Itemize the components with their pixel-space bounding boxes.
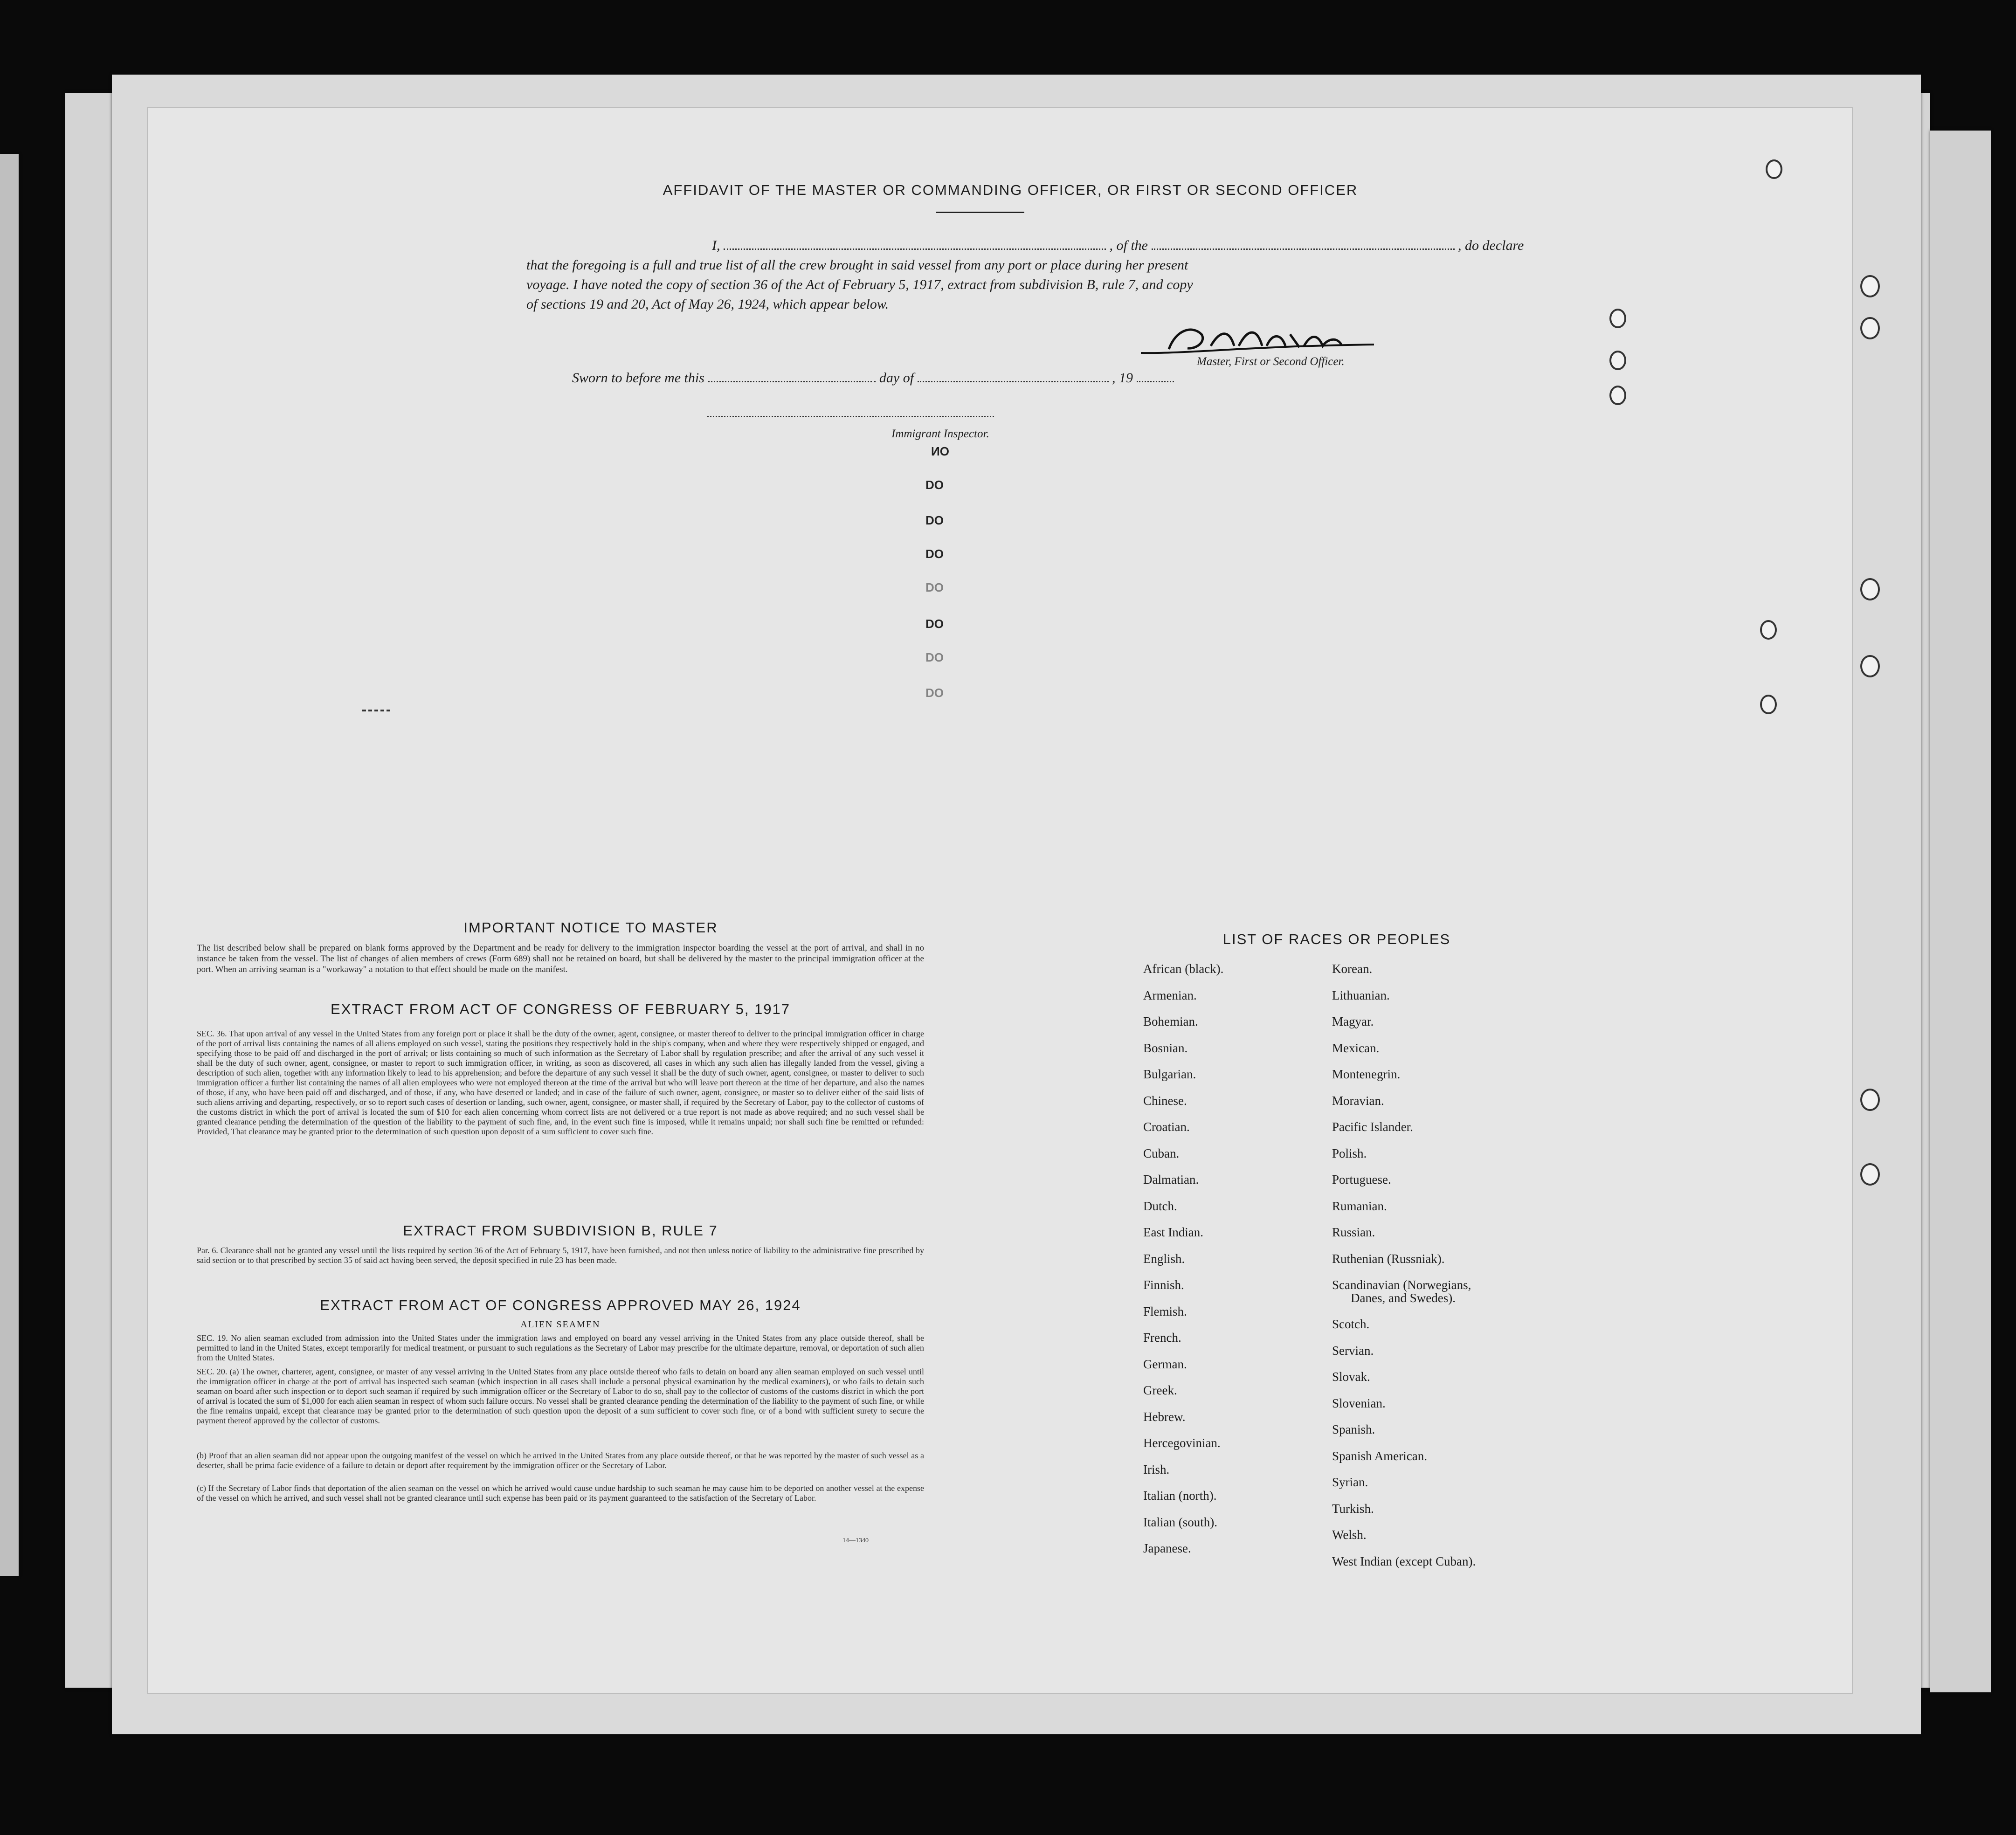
declaration-line-4: of sections 19 and 20, Act of May 26, 1924, which appear below. bbox=[526, 297, 889, 312]
race-item: Irish. bbox=[1143, 1462, 1170, 1476]
alien-seamen-subheading: ALIEN SEAMEN bbox=[520, 1319, 601, 1330]
race-item: Dutch. bbox=[1143, 1199, 1177, 1213]
year-text: , 19 bbox=[1112, 370, 1133, 386]
day-of-text: day of bbox=[879, 370, 914, 386]
declaration-line-3: voyage. I have noted the copy of section 36 of the Act of February 5, 1917, extract from subdivision B, rule 7, and copy bbox=[526, 277, 1193, 292]
race-item: Scotch. bbox=[1332, 1317, 1370, 1331]
race-item: Flemish. bbox=[1143, 1304, 1187, 1318]
race-item: Cuban. bbox=[1143, 1146, 1180, 1160]
race-item: Turkish. bbox=[1332, 1501, 1374, 1516]
race-item: West Indian (except Cuban). bbox=[1332, 1554, 1476, 1568]
form-number: 14—1340 bbox=[842, 1537, 869, 1544]
race-item: Welsh. bbox=[1332, 1528, 1367, 1542]
race-item: Hebrew. bbox=[1143, 1409, 1186, 1424]
sworn-line bbox=[572, 370, 1174, 386]
race-item: Lithuanian. bbox=[1332, 988, 1390, 1002]
punch-hole-icon bbox=[1860, 655, 1880, 677]
extract-1924-sec19: SEC. 19. No alien seaman excluded from admission into the United States under the immigration laws and employed on board any vessel arriving in the United States from any place outside thereof, shall be permitted to land in the United States, except temporarily for medical treatment, or pursuant to such regulations as the Secretary of Labor may prescribe for the ultimate departure, removal, or deportation of such alien from the United States. bbox=[197, 1333, 924, 1362]
race-item: Bosnian. bbox=[1143, 1041, 1188, 1055]
declaration-line-1 bbox=[507, 238, 1574, 254]
race-item: Rumanian. bbox=[1332, 1199, 1387, 1213]
race-item: Dalmatian. bbox=[1143, 1173, 1199, 1187]
race-item: Croatian. bbox=[1143, 1120, 1190, 1134]
do-declare-text: , do declare bbox=[1458, 238, 1524, 253]
sworn-text: Sworn to before me this bbox=[572, 370, 704, 386]
race-item: Japanese. bbox=[1143, 1541, 1191, 1555]
punch-hole-icon bbox=[1860, 1163, 1880, 1186]
master-name-field[interactable] bbox=[724, 248, 1106, 250]
inspector-signature-line[interactable] bbox=[707, 416, 994, 417]
inspector-label: Immigrant Inspector. bbox=[891, 428, 989, 440]
extract-rule7-text: Par. 6. Clearance shall not be granted any vessel until the lists required by section 36 of the Act of February 5, 1917, have been furnished, and not then unless notice of liability to the administrative fine prescribed by said section or to that prescribed by section 35 of said act having been served, the deposit specified in rule 23 has been made. bbox=[197, 1246, 924, 1265]
race-item: Bohemian. bbox=[1143, 1014, 1198, 1028]
race-item: Armenian. bbox=[1143, 988, 1197, 1002]
sworn-year-field[interactable] bbox=[1137, 381, 1174, 382]
race-item: Korean. bbox=[1332, 962, 1373, 976]
race-item: Italian (north). bbox=[1143, 1489, 1217, 1503]
column-mark: DO bbox=[925, 513, 944, 527]
races-heading: LIST OF RACES OR PEOPLES bbox=[1222, 931, 1451, 947]
heading-underline bbox=[936, 212, 1024, 213]
column-mark: DO bbox=[925, 617, 944, 631]
affidavit-heading: AFFIDAVIT OF THE MASTER OR COMMANDING OFFICER, OR FIRST OR SECOND OFFICER bbox=[663, 182, 1358, 198]
race-item: Chinese. bbox=[1143, 1093, 1187, 1108]
race-item: African (black). bbox=[1143, 962, 1224, 976]
race-item: Mexican. bbox=[1332, 1041, 1380, 1055]
punch-hole-icon bbox=[1609, 386, 1626, 405]
punch-hole-icon bbox=[1860, 317, 1880, 339]
notice-heading: IMPORTANT NOTICE TO MASTER bbox=[463, 919, 718, 936]
column-mark: DO bbox=[925, 650, 944, 664]
race-item: Danes, and Swedes). bbox=[1351, 1291, 1456, 1305]
punch-hole-icon bbox=[1760, 695, 1777, 714]
signer-label: Master, First or Second Officer. bbox=[1197, 355, 1345, 368]
punch-hole-icon bbox=[1609, 309, 1626, 328]
back-sheet-right bbox=[1930, 131, 1991, 1692]
column-mark: DO bbox=[925, 686, 944, 700]
extract-1917-text: SEC. 36. That upon arrival of any vessel in the United States from any foreign port or place it shall be the duty of the owner, agent, consignee, or master thereof to deliver to the principal immigration officer in charge of the port of arrival lists containing the names of all aliens employed on such vessel, stating the positions they respectively hold in the ship's company, when and where they were respectively shipped or engaged, and specifying those to be paid off and discharged in the port of arrival; or lists containing so much of such information as the Secretary of Labor shall by regulation prescribe; and after the arrival of any such vessel it shall be the duty of such owner, agent, consignee, or master to report to such immigration officer, in writing, as soon as discovered, all cases in which any such alien has illegally landed from the vessel, giving a description of such alien, together with any information likely to lead to his apprehension; and before the departure of any such vessel it shall be the duty of such owner, agent, consignee, or master to deliver to such immigration officer a further list containing the names of all alien employees who were not employed thereon at the time of the arrival but who will leave port thereon at the time of her departure, and also the names of those, if any, who have been paid off and discharged, and of those, if any, who have deserted or landed; and in case of the failure of such owner, agent, consignee, or master so to deliver either of the said lists of such aliens arriving and departing, respectively, or so to report such cases of desertion or landing, such owner, agent, consignee, or master shall, if required by the Secretary of Labor, pay to the collector of customs of the customs district in which the port of arrival is located the sum of $10 for each alien concerning whom correct lists are not delivered or a true report is not made as above required; and no such vessel shall be granted clearance pending the determination of the question of the liability to the payment of such fine, and, in the event such fine is imposed, while it remains unpaid; nor shall such fine be remitted or refunded: Provided, That clearance may be granted prior to the determination of such question upon deposit of a sum sufficient to cover such fine. bbox=[197, 1029, 924, 1136]
punch-hole-icon bbox=[1860, 578, 1880, 600]
race-item: Italian (south). bbox=[1143, 1515, 1217, 1529]
races-column-2 bbox=[1332, 956, 1593, 1574]
race-item: Polish. bbox=[1332, 1146, 1367, 1160]
race-item: Montenegrin. bbox=[1332, 1067, 1401, 1081]
declaration-line-2: that the foregoing is a full and true list of all the crew brought in said vessel from any port or place during her present bbox=[526, 257, 1188, 273]
race-item: Moravian. bbox=[1332, 1093, 1384, 1108]
punch-hole-icon bbox=[1860, 1089, 1880, 1111]
race-item: Portuguese. bbox=[1332, 1173, 1391, 1187]
race-item: English. bbox=[1143, 1251, 1185, 1266]
race-item: Greek. bbox=[1143, 1383, 1177, 1397]
column-mark: NO bbox=[931, 444, 949, 458]
race-item: Spanish American. bbox=[1332, 1449, 1427, 1463]
race-item: East Indian. bbox=[1143, 1225, 1203, 1239]
race-item: Bulgarian. bbox=[1143, 1067, 1196, 1081]
race-item: German. bbox=[1143, 1357, 1187, 1371]
column-mark: DO bbox=[925, 478, 944, 492]
stray-mark bbox=[362, 710, 390, 711]
races-column-1 bbox=[1143, 956, 1320, 1562]
column-mark: DO bbox=[925, 580, 944, 594]
race-item: Slovak. bbox=[1332, 1370, 1370, 1384]
column-mark: DO bbox=[925, 547, 944, 561]
punch-hole-icon bbox=[1860, 275, 1880, 297]
affidavit-page bbox=[147, 107, 1853, 1694]
punch-hole-icon bbox=[1766, 159, 1782, 179]
back-sheet-left-edge bbox=[0, 154, 19, 1576]
extract-rule7-heading: EXTRACT FROM SUBDIVISION B, RULE 7 bbox=[403, 1222, 718, 1239]
extract-1917-heading: EXTRACT FROM ACT OF CONGRESS OF FEBRUARY 5, 1917 bbox=[330, 1001, 791, 1017]
race-item: Russian. bbox=[1332, 1225, 1375, 1239]
race-item: Finnish. bbox=[1143, 1278, 1184, 1292]
vessel-name-field[interactable] bbox=[1152, 248, 1455, 250]
extract-1924-sec20c: (c) If the Secretary of Labor finds that deportation of the alien seaman on the vessel on which he arrived would cause undue hardship to such seaman he may cause him to be deported on another vessel at the expense of the vessel on which he arrived, and such vessel shall not be granted clearance until such expense has been paid or its payment guaranteed to the satisfaction of the Secretary of Labor. bbox=[197, 1483, 924, 1503]
race-item: Hercegovinian. bbox=[1143, 1436, 1221, 1450]
punch-hole-icon bbox=[1760, 620, 1777, 640]
race-item: Magyar. bbox=[1332, 1014, 1374, 1028]
declare-i: I, bbox=[712, 238, 720, 253]
extract-1924-sec20b: (b) Proof that an alien seaman did not appear upon the outgoing manifest of the vessel on which he arrived in the United States from any place outside thereof, or that he was reported by the master of such vessel as a deserter, shall be prima facie evidence of a failure to detain or deport after requirement by the immigration officer or the Secretary of Labor. bbox=[197, 1451, 924, 1470]
sworn-month-field[interactable] bbox=[918, 381, 1109, 382]
race-item: Pacific Islander. bbox=[1332, 1120, 1413, 1134]
race-item: Syrian. bbox=[1332, 1475, 1368, 1489]
punch-hole-icon bbox=[1609, 351, 1626, 370]
race-item: Ruthenian (Russniak). bbox=[1332, 1251, 1445, 1266]
notice-text: The list described below shall be prepared on blank forms approved by the Department and be ready for delivery to the immigration inspector boarding the vessel at the port of arrival, and shall in no instance be taken from the vessel. The list of changes of alien members of crews (Form 689) shall not be retained on board, but shall be delivered by the master to the principal immigration officer at the port. When an arriving seaman is a "workaway" a notation to that effect should be made on the manifest. bbox=[197, 943, 924, 974]
race-item: French. bbox=[1143, 1331, 1181, 1345]
extract-1924-sec20a: SEC. 20. (a) The owner, charterer, agent, consignee, or master of any vessel arriving in the United States from any place outside thereof who fails to detain on board any alien seaman employed on such vessel until the immigration officer in charge at the port of arrival has inspected such seaman (which inspection in all cases shall include a personal physical examination by the medical examiners), or who fails to detain such seaman on board after such inspection or to deport such seaman if required by such immigration officer or the Secretary of Labor to do so, shall pay to the collector of customs of the customs district in which the port of arrival is located the sum of $1,000 for each alien seaman in respect of whom such failure occurs. No vessel shall be granted clearance pending the determination of the liability to the payment of such fine, or while the fine remains unpaid, except that clearance may be granted prior to the determination of such question upon the deposit of a sum sufficient to cover such fine, or of a bond with sufficient surety to secure the payment thereof approved by the collector of customs. bbox=[197, 1367, 924, 1425]
extract-1924-heading: EXTRACT FROM ACT OF CONGRESS APPROVED MAY 26, 1924 bbox=[320, 1297, 801, 1313]
race-item: Servian. bbox=[1332, 1343, 1374, 1358]
sworn-date-field[interactable] bbox=[708, 381, 876, 382]
race-item: Slovenian. bbox=[1332, 1396, 1386, 1410]
of-the-text: , of the bbox=[1109, 238, 1148, 253]
race-item: Scandinavian (Norwegians, bbox=[1332, 1278, 1471, 1292]
race-item: Spanish. bbox=[1332, 1422, 1375, 1436]
